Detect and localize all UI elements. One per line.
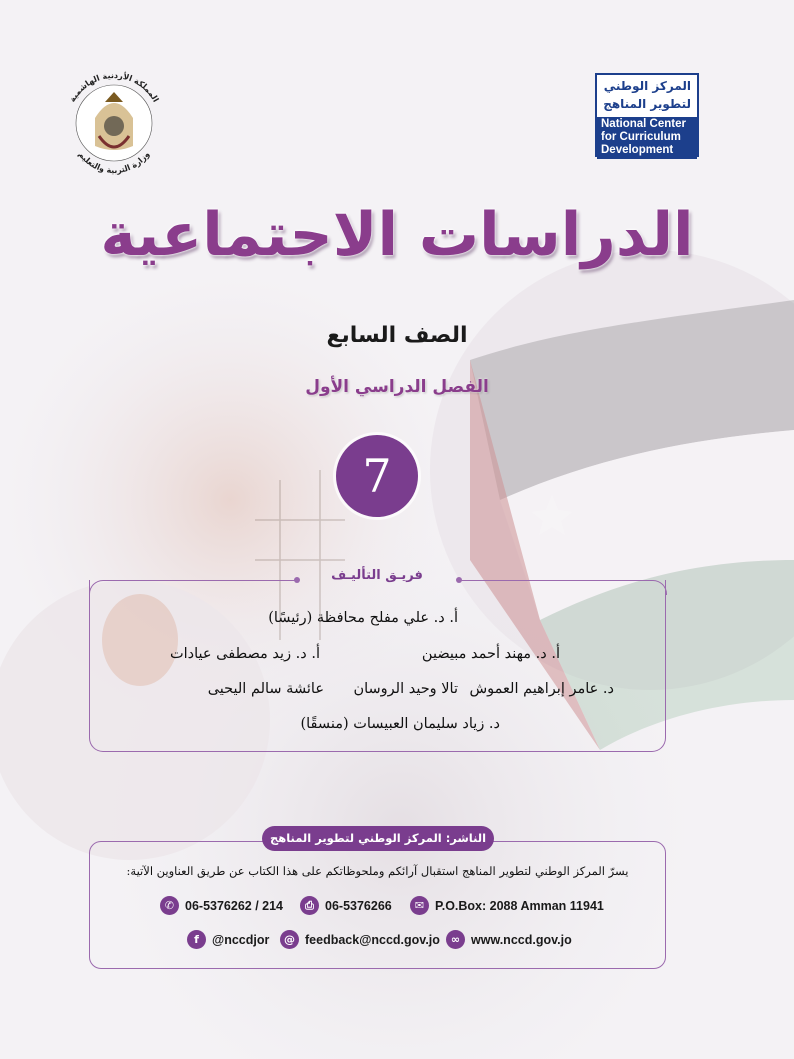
contact-pobox	[410, 896, 604, 915]
publisher-tab: الناشر: المركز الوطني لتطوير المناهج	[262, 826, 494, 851]
grade-number-badge: 7	[336, 435, 418, 517]
contact-phone	[160, 896, 283, 915]
ministry-emblem	[55, 68, 173, 178]
contact-facebook-text[interactable]: @nccdjor	[212, 932, 270, 947]
authors-box-top-left	[89, 580, 297, 595]
emblem-ring-top: المملكة الأردنية الهاشمية	[67, 70, 161, 104]
fax-icon: ⎙	[300, 896, 319, 915]
contact-email-text[interactable]: feedback@nccd.gov.jo	[305, 932, 440, 947]
contact-fax-text: 06-5376266	[325, 898, 392, 913]
authors-heading: فريـق التأليـف	[331, 568, 423, 583]
contact-pobox-text: P.O.Box: 2088 Amman 11941	[435, 898, 604, 913]
author-line-3c: عائشة سالم اليحيى	[207, 681, 324, 697]
emblem-ring-bottom: وزارة التربية والتعليم	[76, 149, 152, 176]
contact-fax	[300, 896, 392, 915]
divider-dot	[456, 577, 462, 583]
author-line-2b: أ. د. زيد مصطفى عيادات	[169, 646, 320, 662]
logo-en-line2: for Curriculum	[601, 131, 681, 143]
at-icon: @	[280, 930, 299, 949]
phone-icon: ✆	[160, 896, 179, 915]
author-line-2a: أ. د. مهند أحمد مبيضين	[421, 646, 560, 662]
logo-ar-line2: لتطوير المناهج	[603, 97, 691, 111]
author-line-3a: د. عامر إبراهيم العموش	[469, 681, 614, 697]
author-line-3b: تالا وحيد الروسان	[353, 681, 458, 697]
authors-box-top-right	[459, 580, 667, 595]
contact-phone-text: 06-5376262 / 214	[185, 898, 284, 913]
facebook-icon: f	[187, 930, 206, 949]
contact-website[interactable]	[446, 930, 572, 949]
nccd-logo	[595, 73, 699, 157]
author-line-4: د. زياد سليمان العبيسات (منسقًا)	[300, 716, 500, 732]
contact-facebook[interactable]	[187, 930, 269, 949]
logo-ar-line1: المركز الوطني	[603, 79, 691, 93]
grade-label: الصف السابع	[326, 323, 468, 348]
mail-icon: ✉	[410, 896, 429, 915]
contact-email[interactable]	[280, 930, 440, 949]
link-icon: ∞	[446, 930, 465, 949]
logo-en-line1: National Center	[601, 118, 686, 130]
semester-label: الفصل الدراسي الأول	[305, 377, 489, 397]
logo-en-line3: Development	[601, 144, 674, 156]
author-line-1: أ. د. علي مفلح محافظة (رئيسًا)	[268, 610, 458, 626]
publisher-intro: يسرّ المركز الوطني لتطوير المناهج استقبال آرائكم وملحوظاتكم على هذا الكتاب عن طريق العناوين الآتية:	[126, 864, 629, 878]
contact-website-text[interactable]: www.nccd.gov.jo	[471, 932, 572, 947]
book-title: الدراسات الاجتماعية	[100, 200, 694, 270]
divider-dot	[294, 577, 300, 583]
